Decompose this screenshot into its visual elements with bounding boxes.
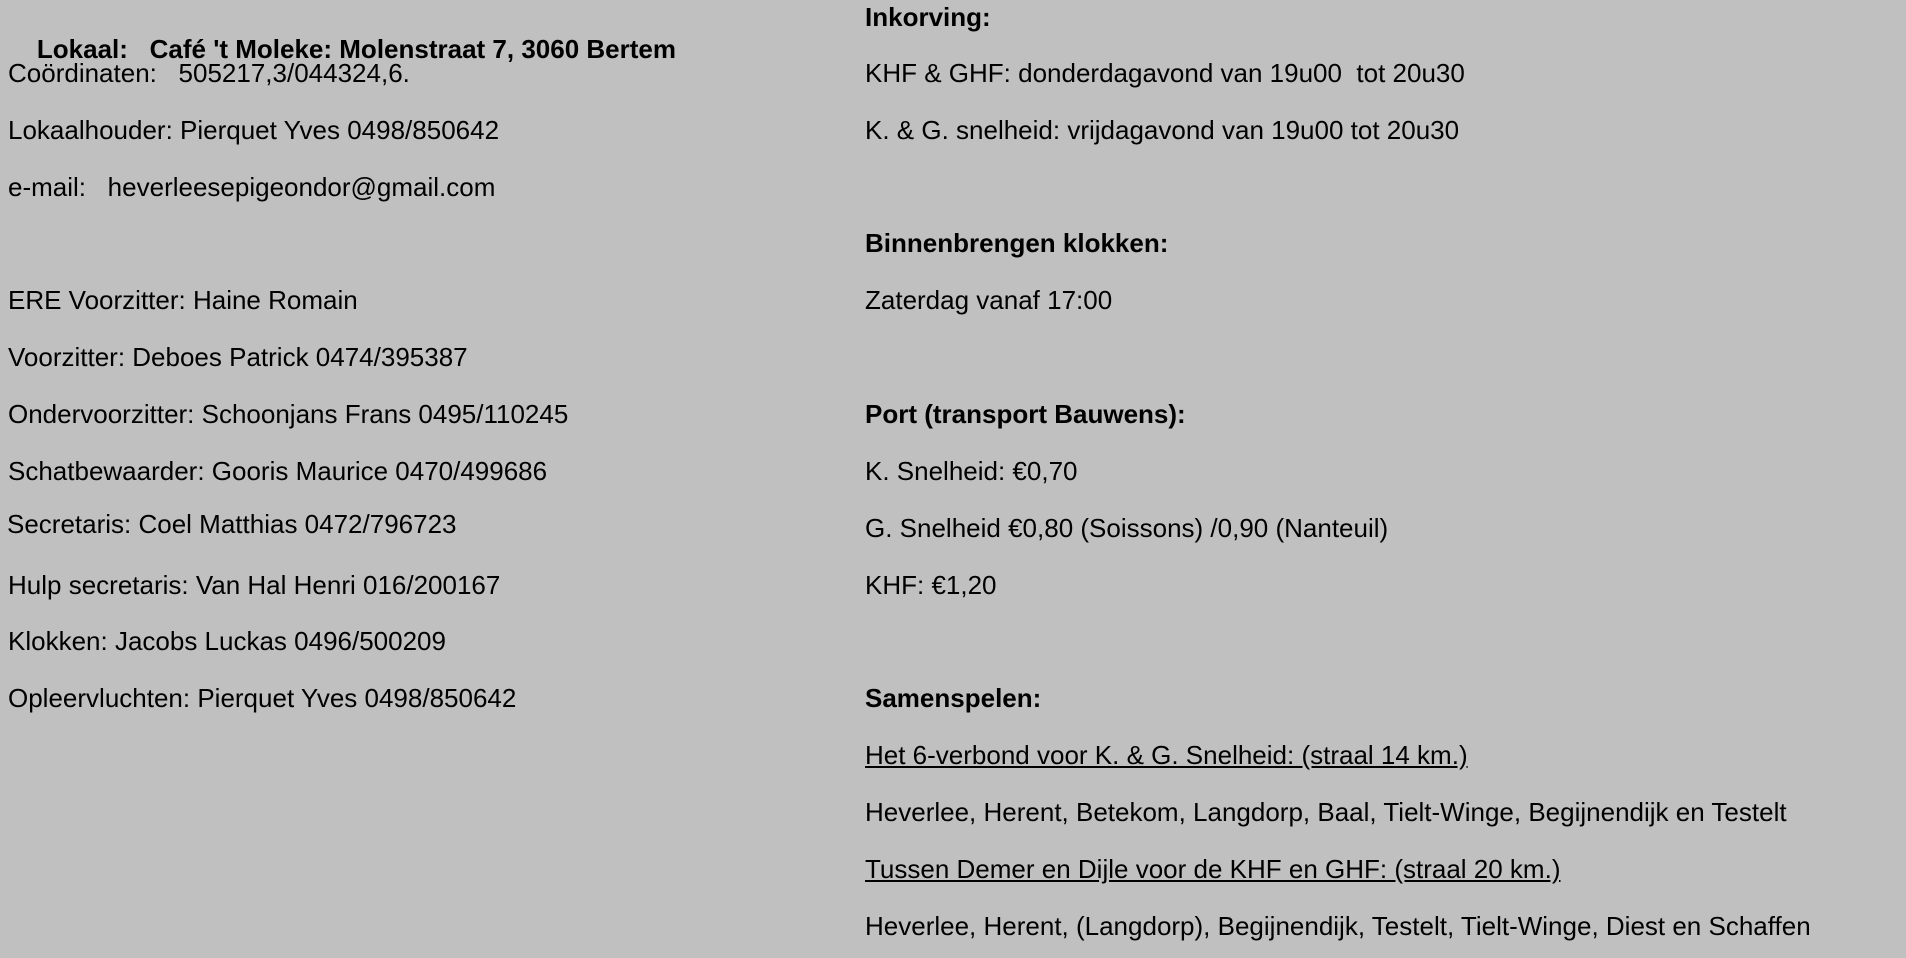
samenspelen-body-2: Heverlee, Herent, (Langdorp), Begijnendijk, Testelt, Tielt-Winge, Diest en Schaffen — [865, 911, 1811, 941]
port-line-2: G. Snelheid €0,80 (Soissons) /0,90 (Nanteuil) — [865, 513, 1389, 543]
samenspelen-title: Samenspelen: — [865, 683, 1042, 713]
samenspelen-heading-2: Tussen Demer en Dijle voor de KHF en GHF: (straal 20 km.) — [865, 854, 1561, 884]
ondervoorzitter-line: Ondervoorzitter: Schoonjans Frans 0495/110245 — [8, 399, 569, 429]
lokaal-value: Café 't Moleke: Molenstraat 7, 3060 Bertem — [149, 34, 676, 64]
ere-voorzitter-line: ERE Voorzitter: Haine Romain — [8, 285, 358, 315]
port-line-1: K. Snelheid: €0,70 — [865, 456, 1078, 486]
coordinaten-line: Coördinaten: 505217,3/044324,6. — [8, 58, 410, 88]
port-line-3: KHF: €1,20 — [865, 570, 997, 600]
secretaris-line: Secretaris: Coel Matthias 0472/796723 — [7, 509, 457, 539]
lokaal-label: Lokaal: — [36, 34, 128, 64]
inkorving-line-1: KHF & GHF: donderdagavond van 19u00 tot 20u30 — [865, 58, 1465, 88]
hulp-secretaris-line: Hulp secretaris: Van Hal Henri 016/200167 — [8, 570, 501, 600]
inkorving-line-2: K. & G. snelheid: vrijdagavond van 19u00 tot 20u30 — [865, 115, 1460, 145]
lokaalhouder-line: Lokaalhouder: Pierquet Yves 0498/850642 — [8, 115, 500, 145]
voorzitter-line: Voorzitter: Deboes Patrick 0474/395387 — [8, 342, 468, 372]
klokken-line-1: Zaterdag vanaf 17:00 — [865, 285, 1113, 315]
klokken-title: Binnenbrengen klokken: — [865, 228, 1169, 258]
opleervluchten-line: Opleervluchten: Pierquet Yves 0498/850642 — [8, 683, 517, 713]
samenspelen-heading-1: Het 6-verbond voor K. & G. Snelheid: (straal 14 km.) — [865, 740, 1468, 770]
klokken-line: Klokken: Jacobs Luckas 0496/500209 — [8, 626, 446, 656]
port-title: Port (transport Bauwens): — [865, 399, 1186, 429]
schatbewaarder-line: Schatbewaarder: Gooris Maurice 0470/499686 — [8, 456, 548, 486]
inkorving-title: Inkorving: — [865, 2, 991, 32]
samenspelen-body-1: Heverlee, Herent, Betekom, Langdorp, Baal, Tielt-Winge, Begijnendijk en Testelt — [865, 797, 1787, 827]
email-line: e-mail: heverleesepigeondor@gmail.com — [8, 172, 496, 202]
